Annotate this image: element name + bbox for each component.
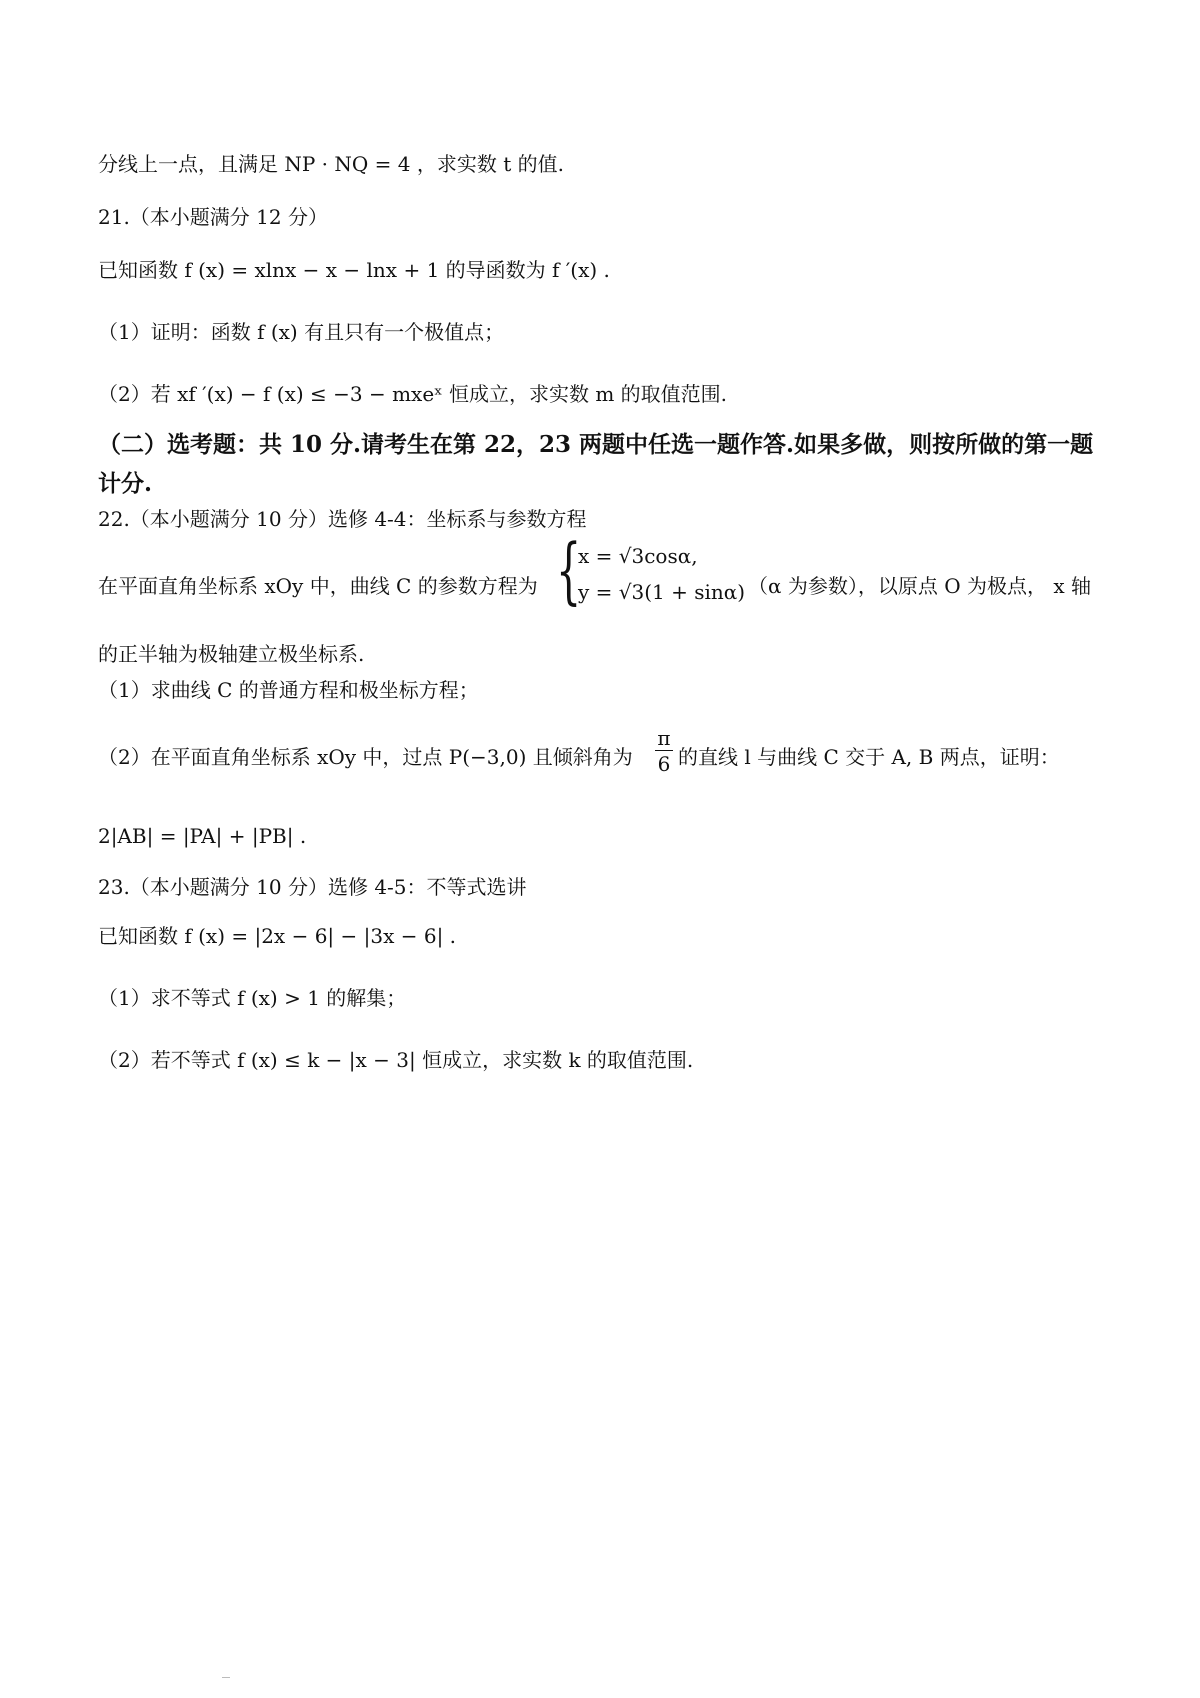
q23-part2: （2）若不等式 f (x) ≤ k − |x − 3| 恒成立，求实数 k 的取值范围. (98, 1048, 694, 1072)
q22-part2-c: 2|AB| = |PA| + |PB| . (98, 824, 307, 848)
q21-header: 21.（本小题满分 12 分） (98, 205, 328, 229)
q23-part1: （1）求不等式 f (x) > 1 的解集； (98, 986, 407, 1010)
q22-case-x: x = √3cosα, (578, 544, 698, 568)
left-brace-icon: { (556, 528, 582, 612)
q22-part2-b: 的直线 l 与曲线 C 交于 A, B 两点，证明： (678, 745, 1060, 769)
q22-fraction (655, 726, 673, 777)
q23-header: 23.（本小题满分 10 分）选修 4-5：不等式选讲 (98, 875, 527, 899)
fraction-numerator: π (655, 726, 673, 751)
q22-part2-a: （2）在平面直角坐标系 xOy 中，过点 P(−3,0) 且倾斜角为 (98, 745, 633, 769)
q21-part1: （1）证明：函数 f (x) 有且只有一个极值点； (98, 320, 505, 344)
q21-stem: 已知函数 f (x) = xlnx − x − lnx + 1 的导函数为 f ′(x) . (98, 258, 610, 282)
q22-case-y: y = √3(1 + sinα) (578, 580, 746, 604)
q22-header: 22.（本小题满分 10 分）选修 4-4：坐标系与参数方程 (98, 507, 587, 531)
text-line-continuation: 分线上一点，且满足 NP · NQ = 4 ，求实数 t 的值. (98, 152, 564, 176)
q21-part2: （2）若 xf ′(x) − f (x) ≤ −3 − mxeˣ 恒成立，求实数 m 的取值范围. (98, 382, 728, 406)
section-title-line1: （二）选考题：共 10 分.请考生在第 22，23 两题中任选一题作答.如果多做，则按所做的第一题 (98, 431, 1094, 458)
section-title-line2: 计分. (98, 470, 153, 497)
q23-stem: 已知函数 f (x) = |2x − 6| − |3x − 6| . (98, 924, 457, 948)
q22-stem-a: 在平面直角坐标系 xOy 中，曲线 C 的参数方程为 (98, 574, 538, 598)
q22-part1: （1）求曲线 C 的普通方程和极坐标方程； (98, 678, 479, 702)
q22-stem-b: （α 为参数），以原点 O 为极点， x 轴 (748, 574, 1091, 598)
fraction-denominator: 6 (657, 752, 671, 776)
q22-stem-c: 的正半轴为极轴建立极坐标系. (98, 642, 365, 666)
footer-mark (222, 1677, 230, 1678)
